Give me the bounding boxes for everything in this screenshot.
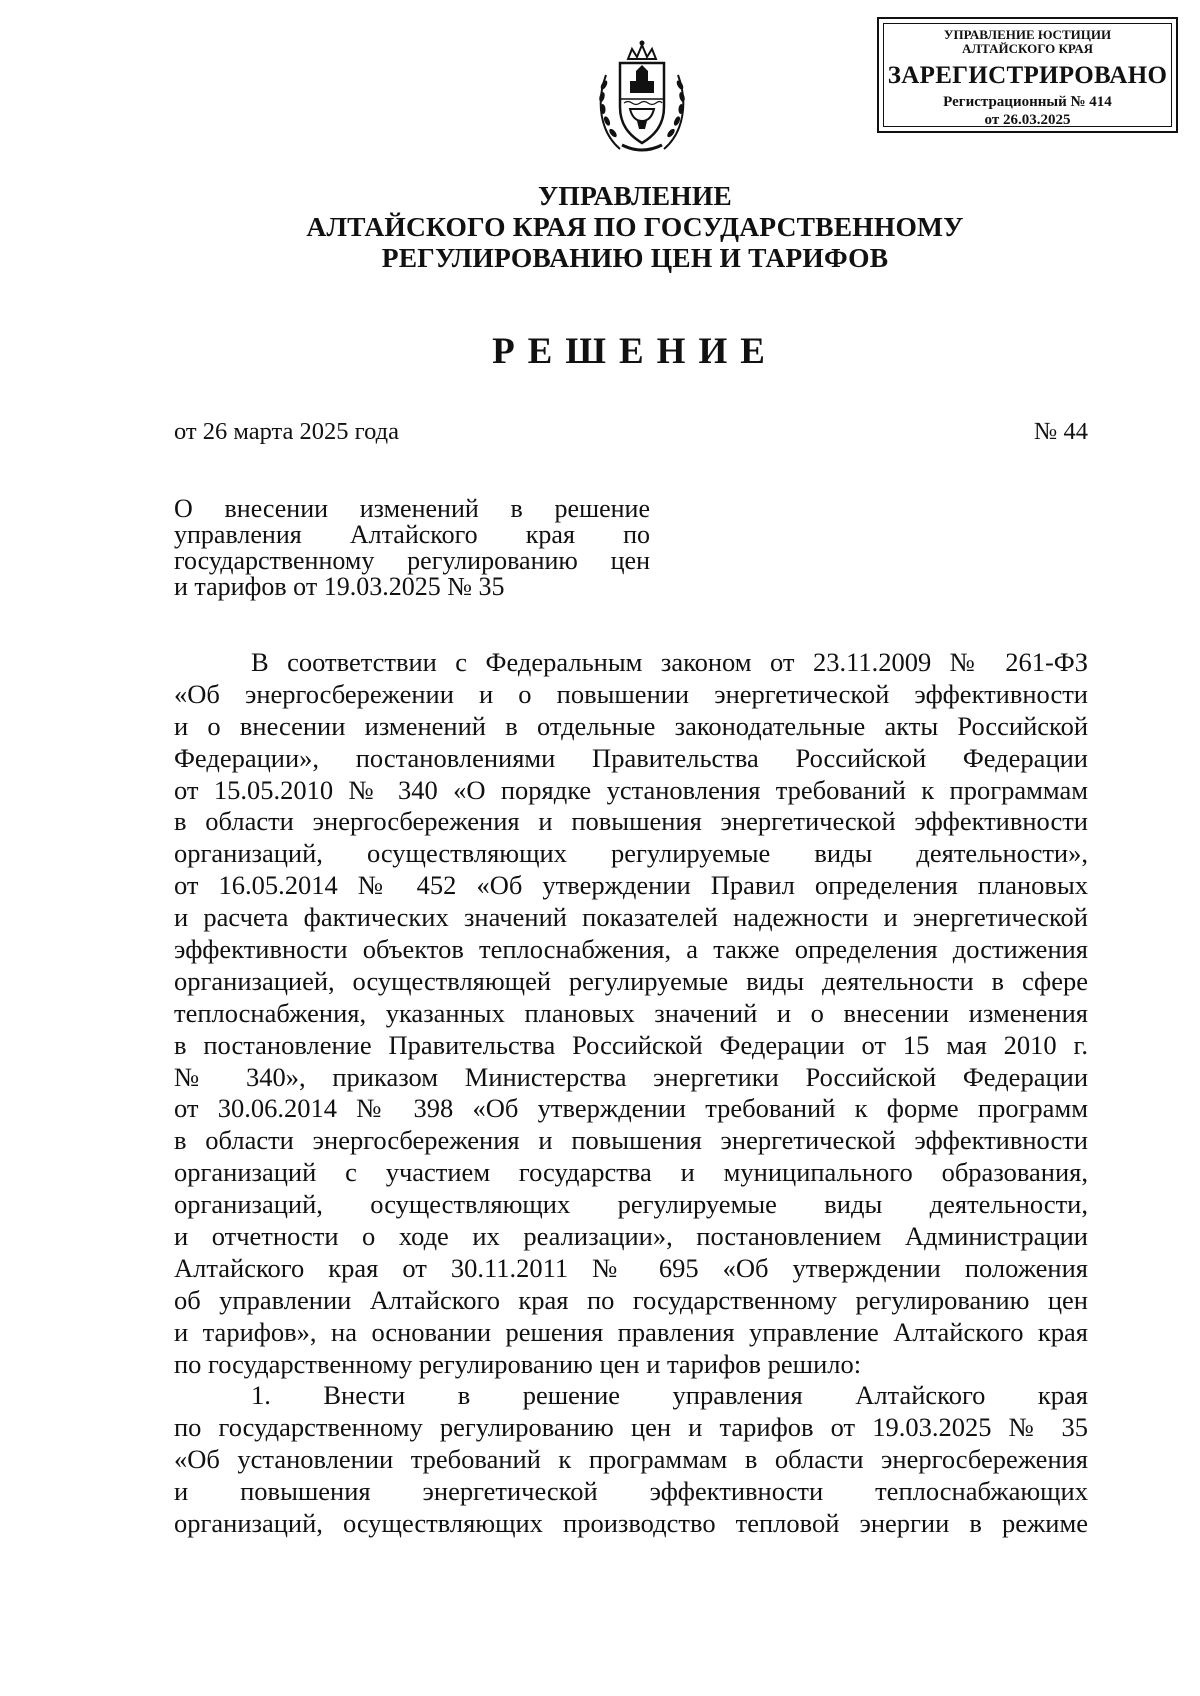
body-line: в области энергосбережения и повышения энергетической эффективности	[174, 806, 1088, 837]
body-line: об управлении Алтайского края по государственному регулированию цен	[174, 1284, 1088, 1315]
issuing-authority-header	[200, 180, 1070, 273]
body-line: В соответствии с Федеральным законом от 23.11.2009 № 261-ФЗ	[251, 647, 1088, 677]
subject-line: и тарифов от 19.03.2025 № 35	[174, 572, 505, 601]
coat-of-arms-icon	[590, 37, 694, 157]
body-line: организацией, осуществляющей регулируемые виды деятельности в сфере	[174, 965, 1088, 996]
stamp-status: ЗАРЕГИСТРИРОВАНО	[887, 62, 1168, 89]
subject-line: государственному регулированию цен	[174, 546, 650, 575]
body-line: Алтайского края от 30.11.2011 № 695 «Об утверждении положения	[174, 1252, 1088, 1283]
body-line: от 16.05.2014 № 452 «Об утверждении Правил определения плановых	[174, 870, 1088, 901]
body-line: и расчета фактических значений показателей надежности и энергетической	[174, 902, 1088, 933]
body-line: от 30.06.2014 № 398 «Об утверждении требований к форме программ	[174, 1093, 1088, 1124]
document-body	[174, 647, 1088, 1540]
body-line: в области энергосбережения и повышения энергетической эффективности	[174, 1125, 1088, 1156]
stamp-authority-line1: УПРАВЛЕНИЕ ЮСТИЦИИ	[943, 27, 1112, 42]
registration-stamp	[877, 17, 1178, 133]
body-line: Федерации», постановлениями Правительства Российской Федерации	[174, 742, 1088, 773]
document-subject	[174, 496, 650, 600]
body-line: теплоснабжения, указанных плановых значений и о внесении изменения	[174, 997, 1088, 1028]
subject-line: О внесении изменений в решение	[174, 494, 650, 523]
body-line: «Об энергосбережении и о повышении энергетической эффективности	[174, 678, 1088, 709]
stamp-reg-date: от 26.03.2025	[984, 112, 1071, 128]
body-line: «Об установлении требований к программам в области энергосбережения	[174, 1444, 1088, 1475]
body-line: и о внесении изменений в отдельные законодательные акты Российской	[174, 710, 1088, 741]
body-line: эффективности объектов теплоснабжения, а также определения достижения	[174, 934, 1088, 965]
document-title: РЕШЕНИЕ	[492, 331, 778, 372]
body-line: 1. Внести в решение управления Алтайского края	[251, 1380, 1088, 1411]
body-line: и отчетности о ходе их реализации», постановлением Администрации	[174, 1221, 1088, 1252]
body-line: организаций, осуществляющих производство тепловой энергии в режиме	[174, 1508, 1088, 1539]
document-number: № 44	[1033, 418, 1088, 445]
stamp-reg-number: Регистрационный № 414	[943, 94, 1112, 110]
body-line: организаций, осуществляющих регулируемые виды деятельности»,	[174, 838, 1088, 869]
document-date: от 26 марта 2025 года	[174, 418, 399, 445]
body-line: и повышения энергетической эффективности теплоснабжающих	[174, 1476, 1088, 1507]
header-line-1: УПРАВЛЕНИЕ	[538, 180, 732, 211]
header-line-3: РЕГУЛИРОВАНИЮ ЦЕН И ТАРИФОВ	[381, 242, 889, 273]
body-line: от 15.05.2010 № 340 «О порядке установления требований к программам	[174, 774, 1088, 805]
body-line: по государственному регулированию цен и тарифов от 19.03.2025 № 35	[174, 1412, 1088, 1443]
header-line-2: АЛТАЙСКОГО КРАЯ ПО ГОСУДАРСТВЕННОМУ	[306, 211, 964, 242]
body-line: организаций, осуществляющих регулируемые виды деятельности,	[174, 1189, 1088, 1220]
body-line: и тарифов», на основании решения правления управление Алтайского края	[174, 1316, 1088, 1347]
body-line: организаций с участием государства и муниципального образования,	[174, 1157, 1088, 1188]
stamp-authority-line2: АЛТАЙСКОГО КРАЯ	[962, 41, 1093, 56]
body-line: по государственному регулированию цен и тарифов решило:	[174, 1348, 862, 1379]
subject-line: управления Алтайского края по	[174, 520, 650, 549]
body-line: № 340», приказом Министерства энергетики Российской Федерации	[174, 1061, 1088, 1092]
body-line: в постановление Правительства Российской Федерации от 15 мая 2010 г.	[174, 1029, 1088, 1060]
date-number-line	[174, 417, 1088, 449]
